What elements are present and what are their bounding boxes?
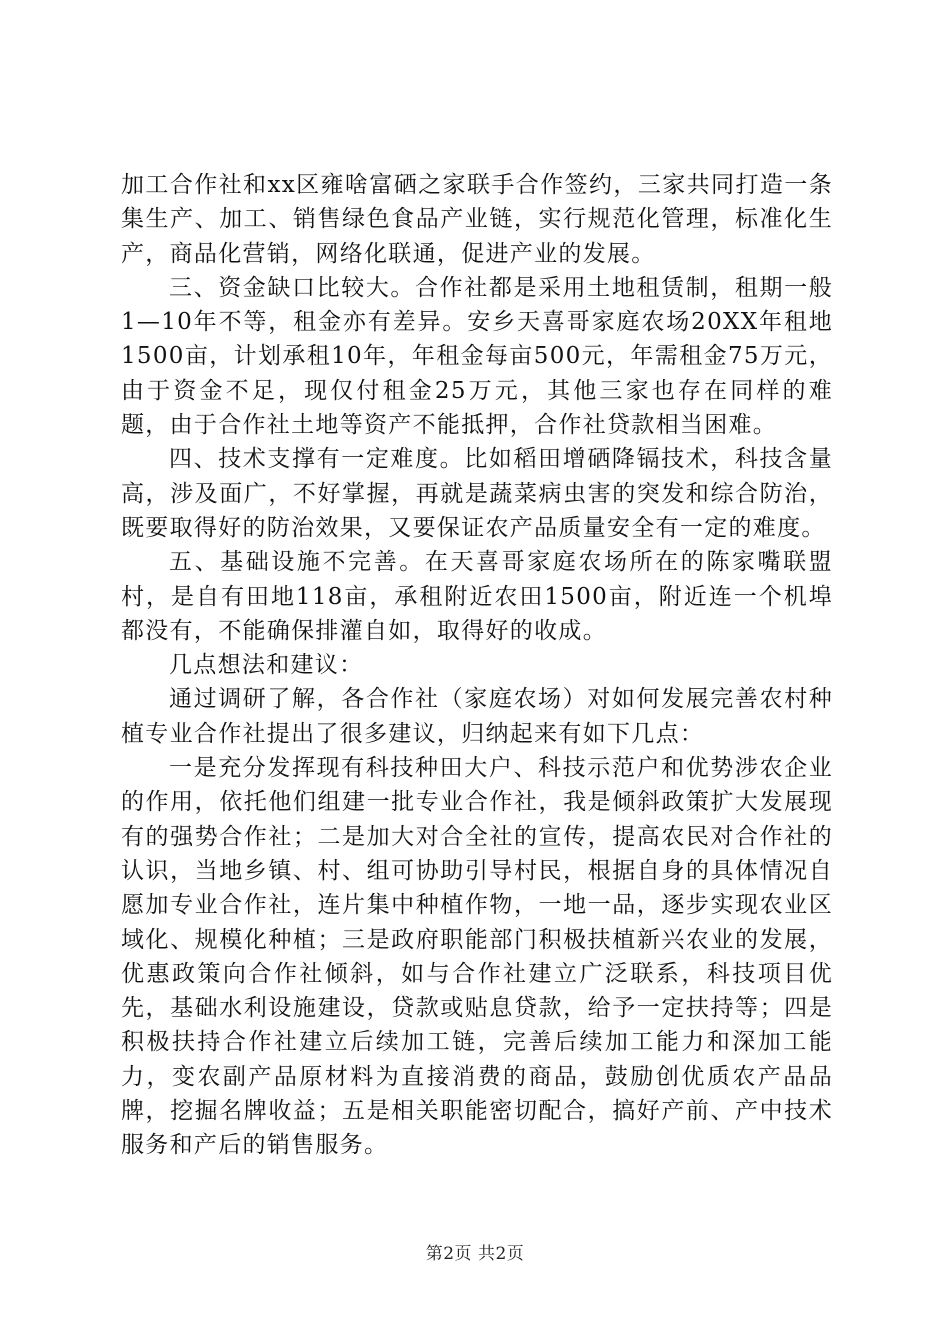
paragraph-suggestions-intro: 通过调研了解，各合作社（家庭农场）对如何发展完善农村种植专业合作社提出了很多建议，归纳起来有如下几点： xyxy=(121,686,833,747)
paragraph-suggestions-list: 一是充分发挥现有科技种田大户、科技示范户和优势涉农企业的作用，依托他们组建一批专业合作社，我是倾斜政策扩大发展现有的强势合作社；二是加大对合全社的宣传，提高农民对合作社的认识，当地乡镇、村、组可协助引导村民，根据自身的具体情况自愿加专业合作社，连片集中种植作物，一地一品，逐步实现农业区域化、规模化种植；三是政府职能部门积极扶植新兴农业的发展，优惠政策向合作社倾斜，如与合作社建立广泛联系，科技项目优先，基础水利设施建设，贷款或贴息贷款，给予一定扶持等；四是积极扶持合作社建立后续加工链，完善后续加工能力和深加工能力，变农副产品原材料为直接消费的商品，鼓励创优质农产品品牌，挖掘名牌收益；五是相关职能密切配合，搞好产前、产中技术服务和产后的销售服务。 xyxy=(121,755,833,1159)
paragraph-infrastructure: 五、基础设施不完善。在天喜哥家庭农场所在的陈家嘴联盟村，是自有田地118亩，承租附近农田1500亩，附近连一个机埠都没有，不能确保排灌自如，取得好的收成。 xyxy=(121,549,833,644)
paragraph-funding-gap: 三、资金缺口比较大。合作社都是采用土地租赁制，租期一般1—10年不等，租金亦有差异。安乡天喜哥家庭农场20XX年租地1500亩，计划承租10年，年租金每亩500元，年需租金75万元，由于资金不足，现仅付租金25万元，其他三家也存在同样的难题，由于合作社土地等资产不能抵押，合作社贷款相当困难。 xyxy=(121,274,833,439)
document-body xyxy=(121,168,833,1163)
paragraph-technical-support: 四、技术支撑有一定难度。比如稻田增硒降镉技术，科技含量高，涉及面广，不好掌握，再就是蔬菜病虫害的突发和综合防治，既要取得好的防治效果，又要保证农产品质量安全有一定的难度。 xyxy=(121,446,833,541)
page-footer: 第2页 共2页 xyxy=(425,1244,525,1264)
paragraph-continuation: 加工合作社和xx区雍啥富硒之家联手合作签约，三家共同打造一条集生产、加工、销售绿色食品产业链，实行规范化管理，标准化生产，商品化营销，网络化联通，促进产业的发展。 xyxy=(121,172,833,267)
paragraph-suggestions-heading: 几点想法和建议： xyxy=(169,652,364,679)
